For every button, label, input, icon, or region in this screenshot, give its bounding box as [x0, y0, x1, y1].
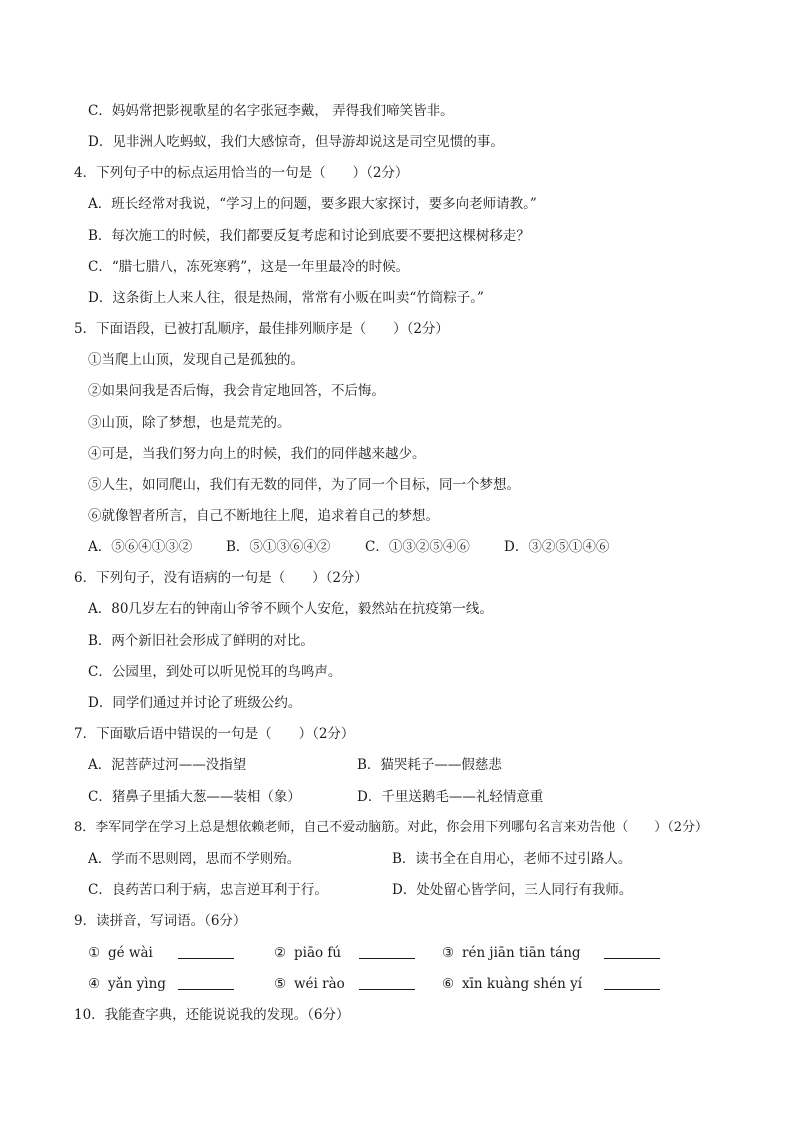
q7-option-a: A．泥菩萨过河——没指望: [88, 757, 247, 773]
q6-option-d: D．同学们通过并讨论了班级公约。: [88, 695, 302, 711]
q4-option-d: D．这条街上人来人往，很是热闹，常常有小贩在叫卖“竹筒粽子。”: [88, 290, 484, 306]
q9-row-1: [88, 944, 708, 964]
q9-item-5: [274, 975, 345, 993]
answer-blank-1[interactable]: [178, 958, 234, 959]
q8-option-d: D．处处留心皆学问，三人同行有我师。: [392, 882, 633, 898]
q9-item-3: [442, 944, 581, 962]
q5-sentence-1: ①当爬上山顶，发现自己是孤独的。: [88, 352, 304, 368]
q9-item-6: [442, 975, 582, 993]
q7-option-c: C．猪鼻子里插大葱——装相（象）: [88, 789, 301, 805]
q5-sentence-5: ⑤人生，如同爬山，我们有无数的同伴，为了同一个目标，同一个梦想。: [88, 477, 520, 493]
q5-option-a: A．⑤⑥④①③②: [88, 539, 193, 555]
q8-stem: 8．李军同学在学习上总是想依赖老师，自己不爱动脑筋。对此，你会用下列哪句名言来劝告他（ ）（2分）: [74, 820, 709, 835]
q7-stem: 7．下面歇后语中错误的一句是（ ）（2分）: [74, 726, 355, 742]
pinyin-text: yǎn yìng: [108, 976, 166, 992]
pinyin-text: xīn kuàng shén yí: [462, 976, 583, 992]
q5-stem: 5．下面语段，已被打乱顺序，最佳排列顺序是（ ）（2分）: [74, 321, 449, 337]
q4-stem: 4．下列句子中的标点运用恰当的一句是（ ）（2分）: [74, 165, 409, 181]
item-number: ⑤: [274, 976, 287, 992]
q5-option-d: D．③②⑤①④⑥: [504, 539, 610, 555]
q3-option-c: C．妈妈常把影视歌星的名字张冠李戴， 弄得我们啼笑皆非。: [88, 103, 454, 119]
pinyin-text: rén jiān tiān táng: [462, 945, 581, 961]
q8-option-a: A．学而不思则罔，思而不学则殆。: [88, 851, 301, 867]
item-number: ④: [88, 976, 101, 992]
q5-sentence-4: ④可是，当我们努力向上的时候，我们的同伴越来越少。: [88, 446, 426, 462]
q5-sentence-2: ②如果问我是否后悔，我会肯定地回答，不后悔。: [88, 383, 385, 399]
q8-option-c: C．良药苦口利于病，忠言逆耳利于行。: [88, 882, 328, 898]
q4-option-a: A．班长经常对我说，“学习上的问题，要多跟大家探讨，要多向老师请教。”: [88, 196, 537, 212]
answer-blank-2[interactable]: [359, 958, 415, 959]
item-number: ①: [88, 945, 101, 961]
q6-stem: 6．下列句子，没有语病的一句是（ ）（2分）: [74, 570, 368, 586]
q5-option-b: B．⑤①③⑥④②: [226, 539, 331, 555]
item-number: ⑥: [442, 976, 455, 992]
answer-blank-4[interactable]: [178, 989, 234, 990]
q5-sentence-3: ③山顶，除了梦想，也是荒芜的。: [88, 415, 291, 431]
q9-stem: 9．读拼音，写词语。（6分）: [74, 913, 247, 929]
q5-sentence-6: ⑥就像智者所言，自己不断地往上爬，追求着自己的梦想。: [88, 508, 439, 524]
q5-option-c: C．①③②⑤④⑥: [365, 539, 470, 555]
item-number: ②: [274, 945, 287, 961]
q10-stem: 10．我能查字典，还能说说我的发现。（6分）: [74, 1007, 350, 1023]
q9-item-2: [274, 944, 341, 962]
q6-option-b: B．两个新旧社会形成了鲜明的对比。: [88, 633, 314, 649]
answer-blank-3[interactable]: [604, 958, 660, 959]
q9-item-1: [88, 944, 153, 962]
pinyin-text: wéi rào: [294, 976, 345, 992]
item-number: ③: [442, 945, 455, 961]
pinyin-text: piāo fú: [294, 945, 342, 961]
q7-option-b: B．猫哭耗子——假慈悲: [357, 757, 502, 773]
q6-option-c: C．公园里，到处可以听见悦耳的鸟鸣声。: [88, 664, 342, 680]
q8-option-b: B．读书全在自用心，老师不过引路人。: [392, 851, 632, 867]
q9-row-2: [88, 975, 708, 995]
q9-item-4: [88, 975, 166, 993]
pinyin-text: gé wài: [108, 945, 153, 961]
q3-option-d: D．见非洲人吃蚂蚁，我们大感惊奇，但导游却说这是司空见惯的事。: [88, 134, 504, 150]
answer-blank-6[interactable]: [604, 989, 660, 990]
answer-blank-5[interactable]: [359, 989, 415, 990]
q6-option-a: A．80几岁左右的钟南山爷爷不顾个人安危，毅然站在抗疫第一线。: [88, 601, 493, 617]
q7-option-d: D．千里送鹅毛——礼轻情意重: [357, 789, 544, 805]
q4-option-b: B．每次施工的时候，我们都要反复考虑和讨论到底要不要把这棵树移走？: [88, 228, 530, 244]
q4-option-c: C．“腊七腊八，冻死寒鸦”，这是一年里最冷的时候。: [88, 259, 410, 275]
